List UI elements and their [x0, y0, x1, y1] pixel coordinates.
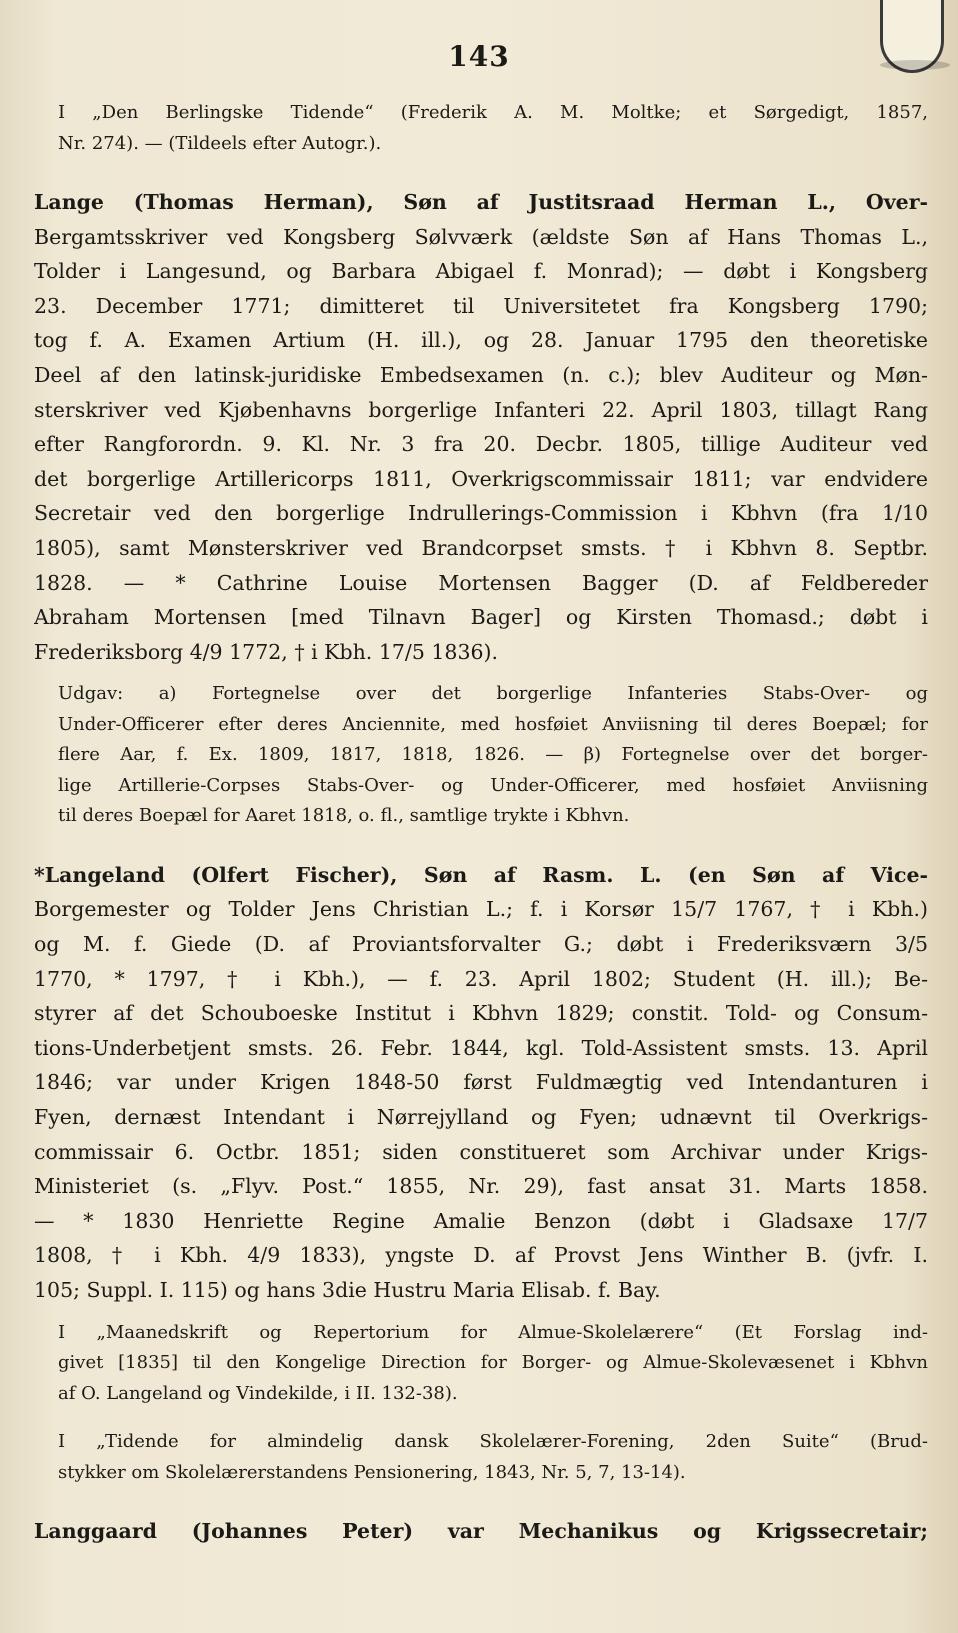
text-line: Fyen, dernæst Intendant i Nørrejylland og Fyen; udnævnt til Overkrigs- [34, 1104, 928, 1129]
text-line: tog f. A. Examen Artium (H. ill.), og 28. Januar 1795 den theoretiske [34, 328, 928, 353]
text-line: af O. Langeland og Vindekilde, i II. 132-38). [58, 1382, 458, 1404]
paragraph-berlingske [34, 98, 928, 159]
text-line: 1805), samt Mønsterskriver ved Brandcorpset smsts. † i Kbhvn 8. Septbr. [34, 535, 928, 560]
text-line: Borgemester og Tolder Jens Christian L.; f. i Korsør 15/7 1767, † i Kbh.) [34, 897, 928, 922]
text-line: til deres Boepæl for Aaret 1818, o. fl., samtlige trykte i Kbhvn. [58, 805, 630, 827]
page-number: 143 [448, 40, 510, 73]
text-line: givet [1835] til den Kongelige Direction for Borger- og Almue-Skolevæsenet i Kbhvn [58, 1352, 928, 1374]
text-line: — * 1830 Henriette Regine Amalie Benzon (døbt i Gladsaxe 17/7 [34, 1208, 928, 1233]
text-line: lige Artillerie-Corpses Stabs-Over- og Under-Officerer, med hosføiet Anviisning [58, 774, 928, 796]
text-line: Udgav: a) Fortegnelse over det borgerlige Infanteries Stabs-Over- og [58, 683, 928, 705]
text-line: Bergamtsskriver ved Kongsberg Sølvværk (ældste Søn af Hans Thomas L., [34, 224, 928, 249]
text-line: og M. f. Giede (D. af Proviantsforvalter G.; døbt i Frederiksværn 3/5 [34, 932, 928, 956]
entry-langeland [34, 858, 928, 1308]
text-line: 105; Suppl. I. 115) og hans 3die Hustru Maria Elisab. f. Bay. [34, 1277, 661, 1302]
paragraph-tidende [34, 1427, 928, 1488]
paragraph-maanedskrift [34, 1318, 928, 1410]
text-line: Secretair ved den borgerlige Indrullerings-Commission i Kbhvn (fra 1/10 [34, 501, 928, 526]
text-line: 1808, † i Kbh. 4/9 1833), yngste D. af Provst Jens Winther B. (jvfr. I. [34, 1243, 928, 1268]
text-line: stykker om Skolelærerstandens Pensionering, 1843, Nr. 5, 7, 13-14). [58, 1461, 686, 1483]
text-line: flere Aar, f. Ex. 1809, 1817, 1818, 1826. — β) Fortegnelse over det borger- [58, 744, 928, 766]
text-line: 1828. — * Cathrine Louise Mortensen Bagger (D. af Feldbereder [34, 570, 928, 595]
entry-lange [34, 185, 928, 669]
text-line: 1770, * 1797, † i Kbh.), — f. 23. April 1802; Student (H. ill.); Be- [34, 966, 928, 991]
text-line: Frederiksborg 4/9 1772, † i Kbh. 17/5 1836). [34, 639, 499, 664]
text-line: Abraham Mortensen [med Tilnavn Bager] og Kirsten Thomasd.; døbt i [34, 605, 928, 630]
text-line: sterskriver ved Kjøbenhavns borgerlige Infanteri 22. April 1803, tillagt Rang [34, 397, 928, 422]
text-line: Nr. 274). — (Tildeels efter Autogr.). [58, 132, 382, 154]
entry-heading-line: *Langeland (Olfert Fischer), Søn af Rasm. L. (en Søn af Vice- [34, 862, 928, 887]
text-line: I „Tidende for almindelig dansk Skolelærer-Forening, 2den Suite“ (Brud- [58, 1431, 928, 1453]
entry-langgaard [34, 1514, 928, 1549]
text-line: Under-Officerer efter deres Anciennite, med hosføiet Anviisning til deres Boepæl; for [58, 713, 928, 735]
text-line: 23. December 1771; dimitteret til Universitetet fra Kongsberg 1790; [34, 293, 928, 318]
text-line: efter Rangforordn. 9. Kl. Nr. 3 fra 20. Decbr. 1805, tillige Auditeur ved [34, 432, 928, 457]
text-line: 1846; var under Krigen 1848-50 først Fuldmægtig ved Intendanturen i [34, 1070, 928, 1095]
text-line: Deel af den latinsk-juridiske Embedsexamen (n. c.); blev Auditeur og Møn- [34, 362, 928, 387]
text-line: styrer af det Schouboeske Institut i Kbhvn 1829; constit. Told- og Consum- [34, 1001, 928, 1026]
text-line: tions-Underbetjent smsts. 26. Febr. 1844, kgl. Told-Assistent smsts. 13. April [34, 1035, 928, 1060]
text-line: I „Maanedskrift og Repertorium for Almue-Skolelærere“ (Et Forslag ind- [58, 1321, 928, 1343]
text-line: Ministeriet (s. „Flyv. Post.“ 1855, Nr. 29), fast ansat 31. Marts 1858. [34, 1174, 928, 1199]
text-line: Tolder i Langesund, og Barbara Abigael f. Monrad); — døbt i Kongsberg [34, 259, 928, 284]
text-line: det borgerlige Artillericorps 1811, Overkrigscommissair 1811; var endvidere [34, 466, 928, 491]
paragraph-udgav [34, 679, 928, 832]
entry-heading-line: Lange (Thomas Herman), Søn af Justitsraad Herman L., Over- [34, 190, 928, 214]
text-line: I „Den Berlingske Tidende“ (Frederik A. M. Moltke; et Sørgedigt, 1857, [58, 102, 928, 123]
entry-heading-line: Langgaard (Johannes Peter) var Mechanikus og Krigssecretair; [34, 1519, 928, 1544]
page-content [34, 98, 928, 1549]
text-line: commissair 6. Octbr. 1851; siden constitueret som Archivar under Krigs- [34, 1139, 928, 1164]
